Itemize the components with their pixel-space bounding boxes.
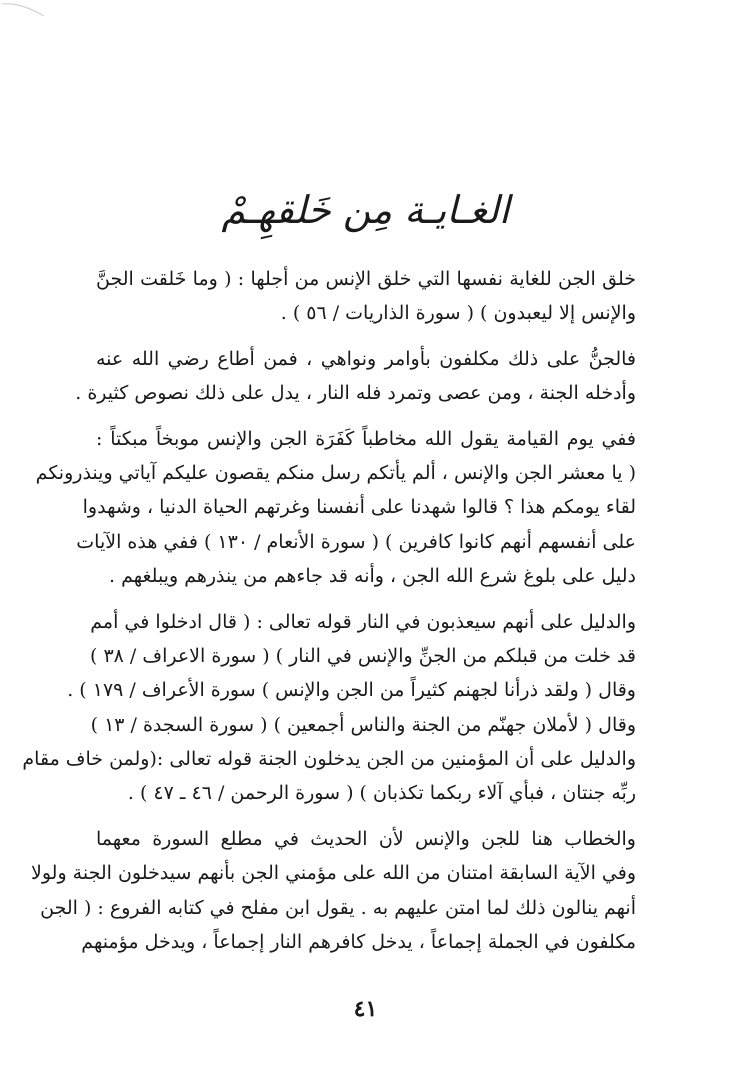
paragraph bbox=[35, 422, 636, 594]
text-line: دليل على بلوغ شرع الله الجن ، وأنه قد جاءهم من ينذرهم ويبلغهم . bbox=[109, 565, 636, 588]
text-line: خلق الجن للغاية نفسها التي خلق الإنس من أجلها : ( وما خَلقت الجنَّ bbox=[96, 268, 636, 290]
chapter-title: الغـايـة مِن خَلقهِـمْ bbox=[221, 188, 510, 232]
text-line: وفي الآية السابقة امتنان من الله على مؤمني الجن بأنهم سيدخلون الجنة ولولا bbox=[31, 862, 636, 885]
text-line: ففي يوم القيامة يقول الله مخاطباً كَفَرَة الجن والإنس موبخاً مبكتاً : bbox=[96, 427, 636, 450]
page-number: ٤١ bbox=[353, 996, 378, 1022]
text-line: مكلفون في الجملة إجماعاً ، يدخل كافرهم النار إجماعاً ، ويدخل مؤمنهم bbox=[81, 931, 636, 954]
text-line: قد خلت من قبلكم من الجنِّ والإنس في النار ) ( سورة الاعراف / ٣٨ ) bbox=[90, 644, 636, 667]
paragraph bbox=[75, 342, 636, 411]
scan-corner-mark bbox=[0, 0, 60, 30]
text-line: ( يا معشر الجن والإنس ، ألم يأتكم رسل منكم يقصون عليكم آياتي وينذرونكم bbox=[35, 461, 636, 484]
paragraph bbox=[31, 822, 636, 960]
text-line: على أنفسهم أنهم كانوا كافرين ) ( سورة الأنعام / ١٣٠ ) ففي هذه الآيات bbox=[76, 530, 636, 553]
paragraph bbox=[96, 262, 636, 331]
paragraph bbox=[22, 605, 636, 811]
text-line: والدليل على أنهم سيعذبون في النار قوله تعالى : ( قال ادخلوا في أمم bbox=[90, 610, 636, 633]
text-line: وأدخله الجنة ، ومن عصى وتمرد فله النار ، يدل على ذلك نصوص كثيرة . bbox=[75, 382, 636, 405]
text-line: والدليل على أن المؤمنين من الجن يدخلون الجنة قوله تعالى :(ولمن خاف مقام bbox=[22, 748, 636, 771]
text-line: أنهم ينالون ذلك لما امتن عليهم به . يقول ابن مفلح في كتابه الفروع : ( الجن bbox=[40, 896, 636, 919]
text-line: والإنس إلا ليعبدون ) ( سورة الذاريات / ٥٦ ) . bbox=[280, 302, 636, 325]
text-line: فالجنُّ على ذلك مكلفون بأوامر ونواهي ، فمن أطاع رضي الله عنه bbox=[96, 347, 636, 370]
text-line: لقاء يومكم هذا ؟ قالوا شهدنا على أنفسنا وغرتهم الحياة الدنيا ، وشهدوا bbox=[82, 496, 636, 519]
body-text bbox=[22, 262, 636, 970]
text-line: والخطاب هنا للجن والإنس لأن الحديث في مطلع السورة معهما bbox=[96, 827, 636, 850]
text-line: ربِّه جنتان ، فبأي آلاء ربكما تكذبان ) ( سورة الرحمن / ٤٦ ـ ٤٧ ) . bbox=[127, 782, 636, 805]
text-line: وقال ( ولقد ذرأنا لجهنم كثيراً من الجن والإنس ) سورة الأعراف / ١٧٩ ) . bbox=[67, 679, 636, 702]
text-line: وقال ( لأملان جهنّم من الجنة والناس أجمعين ) ( سورة السجدة / ١٣ ) bbox=[90, 713, 636, 736]
